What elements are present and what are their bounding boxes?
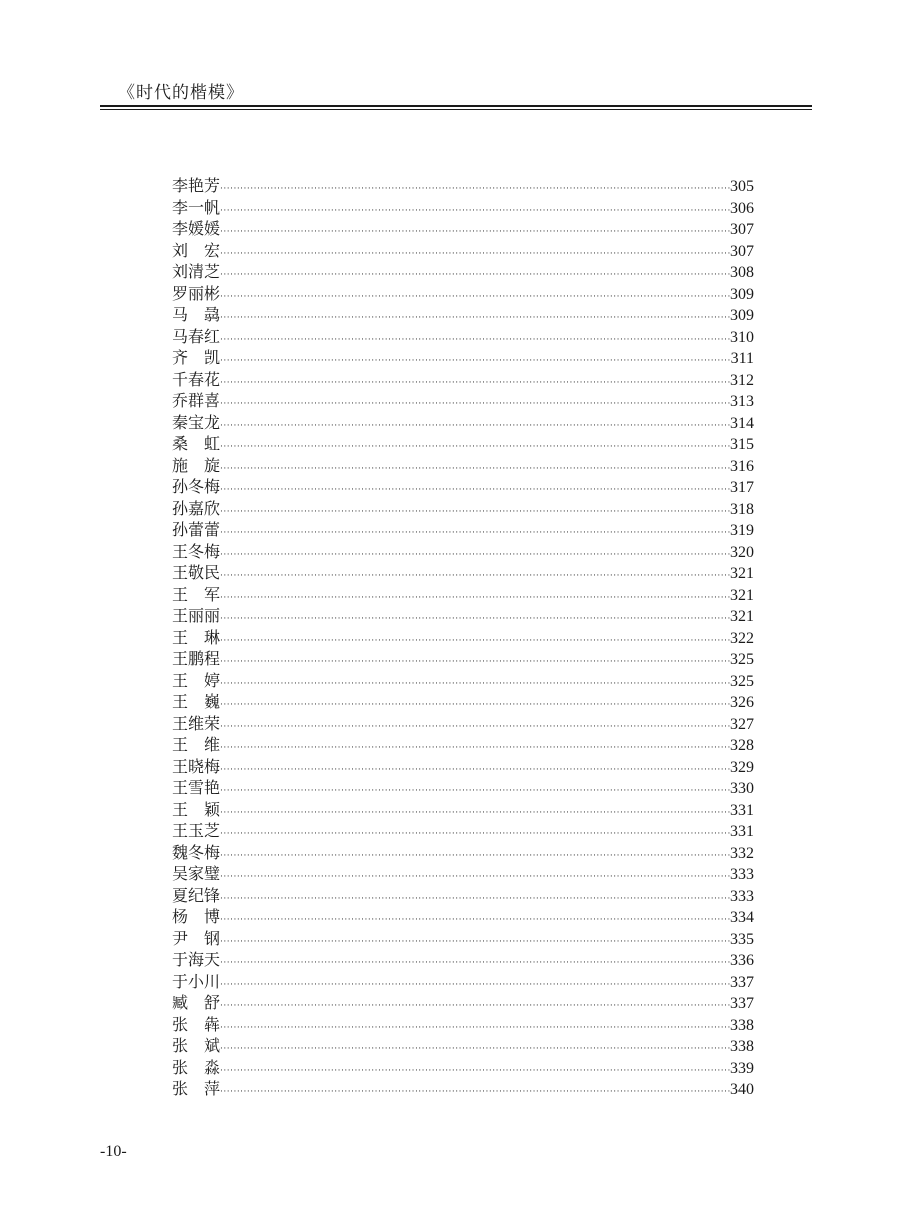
toc-entry-page: 317 — [730, 479, 754, 496]
toc-entry-page: 331 — [730, 823, 754, 840]
toc-entry — [172, 283, 754, 305]
toc-entry — [172, 541, 754, 563]
toc-dot-leader — [220, 394, 730, 416]
toc-dot-leader — [220, 351, 731, 373]
running-header: 《时代的楷模》 — [118, 83, 244, 103]
toc-entry — [172, 756, 754, 778]
toc-entry-name: 施 旋 — [172, 455, 221, 475]
toc-entry — [172, 1078, 754, 1100]
toc-entry-name: 王 维 — [172, 735, 221, 754]
toc-entry-page: 335 — [730, 930, 754, 948]
toc-entry-page: 305 — [730, 178, 754, 195]
toc-dot-leader — [220, 674, 730, 696]
toc-dot-leader — [220, 1039, 730, 1061]
toc-entry — [172, 648, 754, 670]
toc-dot-leader — [220, 480, 730, 502]
toc-dot-leader — [220, 1061, 730, 1083]
toc-dot-leader — [220, 803, 730, 825]
toc-entry-name: 尹 钢 — [172, 928, 221, 948]
toc-entry-name: 王 婷 — [172, 670, 221, 690]
toc-dot-leader — [220, 244, 730, 266]
toc-entry — [172, 1035, 754, 1057]
toc-entry-name: 张 淼 — [172, 1057, 221, 1077]
toc-dot-leader — [220, 545, 730, 567]
toc-dot-leader — [220, 760, 730, 782]
toc-entry — [172, 777, 754, 799]
toc-entry-name: 臧 舒 — [172, 993, 221, 1012]
toc-entry — [172, 885, 754, 907]
toc-entry — [172, 562, 754, 584]
toc-entry-name: 李一帆 — [172, 197, 221, 217]
toc-entry-page: 326 — [730, 694, 754, 711]
toc-entry-name: 夏纪锋 — [172, 885, 221, 905]
toc-dot-leader — [220, 287, 730, 309]
toc-entry — [172, 584, 754, 606]
header-rule-thin — [100, 109, 812, 110]
toc-entry-name: 吴家璧 — [172, 864, 221, 883]
toc-entry-page: 307 — [730, 242, 754, 260]
toc-entry — [172, 347, 754, 369]
toc-entry-page: 310 — [730, 328, 754, 346]
toc-dot-leader — [220, 330, 730, 352]
toc-entry — [172, 455, 754, 477]
toc-entry — [172, 820, 754, 842]
toc-entry-page: 339 — [730, 1059, 754, 1077]
toc-entry-page: 325 — [730, 672, 754, 690]
toc-entry-page: 321 — [730, 565, 754, 582]
toc-entry — [172, 326, 754, 348]
toc-entry-page: 306 — [730, 199, 754, 217]
toc-dot-leader — [220, 996, 730, 1018]
toc-dot-leader — [220, 459, 730, 481]
toc-entry-page: 338 — [730, 1038, 754, 1055]
toc-entry — [172, 390, 754, 412]
toc-dot-leader — [220, 179, 730, 201]
toc-entry-name: 王冬梅 — [172, 541, 221, 561]
toc-entry-page: 320 — [730, 543, 754, 561]
toc-entry-page: 311 — [730, 350, 754, 367]
toc-entry-name: 于海天 — [172, 950, 221, 969]
toc-entry-name: 魏冬梅 — [172, 842, 221, 862]
toc-entry-page: 315 — [730, 436, 754, 453]
toc-entry-page: 319 — [730, 522, 754, 539]
toc-entry-name: 秦宝龙 — [172, 412, 221, 432]
toc-entry — [172, 1014, 754, 1036]
toc-entry-page: 309 — [730, 307, 754, 324]
toc-dot-leader — [220, 889, 730, 911]
toc-entry-name: 王 颖 — [172, 799, 221, 819]
toc-entry-page: 307 — [730, 221, 754, 238]
toc-entry-page: 327 — [730, 715, 754, 733]
toc-entry-name: 千春花 — [172, 369, 221, 389]
toc-entry — [172, 799, 754, 821]
toc-dot-leader — [220, 717, 730, 739]
toc-entry-page: 332 — [730, 844, 754, 862]
toc-entry-page: 322 — [730, 629, 754, 647]
toc-entry — [172, 605, 754, 627]
toc-dot-leader — [220, 1082, 730, 1104]
toc-entry-name: 李媛媛 — [172, 219, 221, 238]
toc-dot-leader — [220, 416, 730, 438]
toc-entry-page: 340 — [730, 1081, 754, 1098]
toc-entry-page: 308 — [730, 264, 754, 281]
toc-entry-name: 孙冬梅 — [172, 477, 221, 496]
toc-entry — [172, 906, 754, 928]
toc-dot-leader — [220, 932, 730, 954]
toc-entry-name: 马春红 — [172, 326, 221, 346]
toc-dot-leader — [220, 201, 730, 223]
toc-entry-page: 318 — [730, 500, 754, 518]
toc-dot-leader — [220, 631, 730, 653]
toc-entry — [172, 670, 754, 692]
toc-entry-name: 王 巍 — [172, 692, 221, 711]
toc-entry-page: 333 — [730, 866, 754, 883]
toc-entry-page: 329 — [730, 758, 754, 776]
toc-dot-leader — [220, 953, 730, 975]
toc-dot-leader — [220, 910, 730, 932]
table-of-contents — [172, 175, 754, 1100]
toc-entry-name: 王晓梅 — [172, 756, 221, 776]
toc-entry — [172, 971, 754, 993]
toc-entry — [172, 498, 754, 520]
toc-entry — [172, 175, 754, 197]
toc-entry-name: 张 斌 — [172, 1036, 221, 1055]
toc-entry-page: 330 — [730, 780, 754, 797]
toc-entry — [172, 949, 754, 971]
toc-dot-leader — [220, 523, 730, 545]
toc-entry-page: 336 — [730, 952, 754, 969]
toc-entry-page: 337 — [730, 995, 754, 1012]
toc-entry — [172, 691, 754, 713]
toc-entry-page: 313 — [730, 393, 754, 410]
toc-entry-name: 张 萍 — [172, 1079, 221, 1098]
toc-entry-page: 333 — [730, 887, 754, 905]
toc-entry-name: 刘 宏 — [172, 240, 221, 260]
toc-entry — [172, 519, 754, 541]
toc-entry-name: 王 琳 — [172, 627, 221, 647]
toc-entry-name: 王丽丽 — [172, 606, 221, 625]
toc-dot-leader — [220, 738, 730, 760]
toc-entry-page: 331 — [730, 801, 754, 819]
toc-entry-name: 王玉芝 — [172, 821, 221, 840]
toc-entry — [172, 218, 754, 240]
toc-entry — [172, 369, 754, 391]
toc-entry-name: 王鹏程 — [172, 649, 221, 668]
toc-entry — [172, 197, 754, 219]
toc-entry — [172, 1057, 754, 1079]
toc-dot-leader — [220, 1018, 730, 1040]
toc-dot-leader — [220, 588, 730, 610]
toc-dot-leader — [220, 437, 730, 459]
toc-entry-name: 杨 博 — [172, 907, 221, 926]
toc-entry — [172, 928, 754, 950]
toc-entry-page: 337 — [730, 973, 754, 991]
toc-entry — [172, 627, 754, 649]
toc-entry-name: 罗丽彬 — [172, 283, 221, 303]
toc-entry-name: 马 骉 — [172, 305, 221, 324]
toc-dot-leader — [220, 781, 730, 803]
toc-entry-page: 314 — [730, 414, 754, 432]
toc-entry-name: 刘清芝 — [172, 262, 221, 281]
toc-entry-name: 王雪艳 — [172, 778, 221, 797]
toc-entry-name: 王 军 — [172, 584, 221, 604]
toc-dot-leader — [220, 609, 730, 631]
toc-entry-name: 王维荣 — [172, 713, 221, 733]
toc-entry — [172, 433, 754, 455]
toc-entry-name: 桑 虹 — [172, 434, 221, 453]
toc-entry-name: 孙蕾蕾 — [172, 520, 221, 539]
toc-entry-name: 齐 凯 — [172, 348, 221, 367]
toc-entry — [172, 713, 754, 735]
toc-entry-page: 321 — [730, 608, 754, 625]
toc-entry — [172, 412, 754, 434]
header-rule-thick — [100, 105, 812, 107]
toc-entry — [172, 304, 754, 326]
toc-entry — [172, 476, 754, 498]
page-number: -10- — [100, 1143, 127, 1160]
toc-entry-page: 309 — [730, 285, 754, 303]
toc-entry-page: 316 — [730, 457, 754, 475]
toc-dot-leader — [220, 373, 730, 395]
toc-entry — [172, 734, 754, 756]
toc-entry-name: 王敬民 — [172, 563, 221, 582]
toc-entry — [172, 842, 754, 864]
toc-entry-name: 乔群喜 — [172, 391, 221, 410]
toc-entry-page: 334 — [730, 909, 754, 926]
toc-entry-name: 孙嘉欣 — [172, 498, 221, 518]
toc-dot-leader — [220, 652, 730, 674]
toc-dot-leader — [220, 566, 730, 588]
toc-dot-leader — [220, 265, 730, 287]
toc-entry-name: 李艳芳 — [172, 176, 221, 195]
toc-entry-name: 张 犇 — [172, 1014, 221, 1034]
toc-dot-leader — [220, 308, 730, 330]
toc-entry-page: 325 — [730, 651, 754, 668]
toc-entry — [172, 240, 754, 262]
toc-entry-page: 312 — [730, 371, 754, 389]
toc-entry-page: 321 — [730, 586, 754, 604]
toc-entry-page: 328 — [730, 737, 754, 754]
toc-dot-leader — [220, 222, 730, 244]
toc-dot-leader — [220, 502, 730, 524]
toc-entry-page: 338 — [730, 1016, 754, 1034]
toc-dot-leader — [220, 695, 730, 717]
toc-dot-leader — [220, 824, 730, 846]
toc-dot-leader — [220, 867, 730, 889]
toc-entry-name: 于小川 — [172, 971, 221, 991]
toc-entry — [172, 261, 754, 283]
toc-dot-leader — [220, 975, 730, 997]
toc-entry — [172, 992, 754, 1014]
toc-dot-leader — [220, 846, 730, 868]
toc-entry — [172, 863, 754, 885]
